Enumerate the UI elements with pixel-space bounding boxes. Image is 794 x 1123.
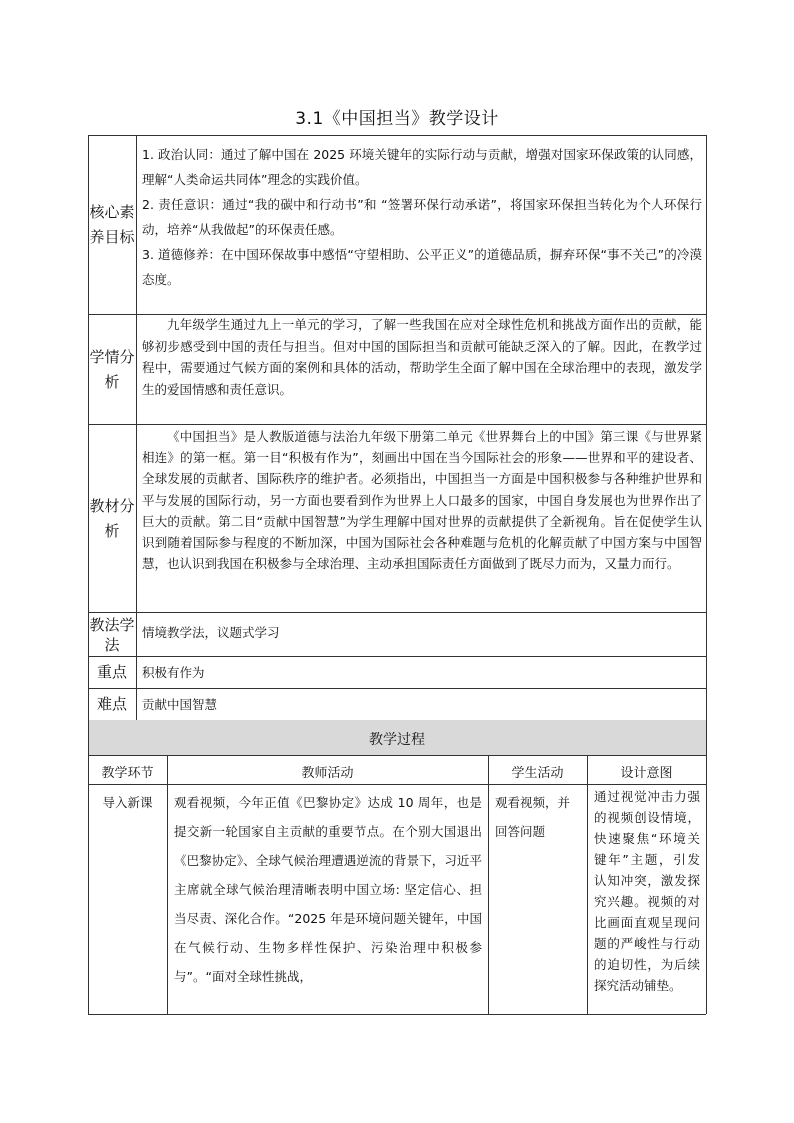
column-header-intent: 设计意图 [620,766,673,781]
core-goal-item: 2. 责任意识：通过“我的碳中和行动书”和 “签署环保行动承诺”，将国家环保担当转化为个人环保行动，培养“从我做起”的环保责任感。 [142,197,702,237]
difficulty-text: 贡献中国智慧 [142,697,218,712]
stage-cell: 导入新课 [102,795,153,810]
page-title: 3.1《中国担当》教学设计 [295,109,499,129]
methods-label: 教法学法 [89,615,135,654]
learner-analysis-label: 学情分析 [89,347,135,391]
key-point-text: 积极有作为 [142,665,205,680]
core-goals-label: 核心素养目标 [89,203,135,246]
key-point-label: 重点 [96,663,127,681]
core-goal-item: 1. 政治认同：通过了解中国在 2025 环境关键年的实际行动与贡献，增强对国家环保政策的认同感，理解“人类命运共同体”理念的实践价值。 [142,147,702,187]
column-header-student: 学生活动 [511,766,564,781]
textbook-analysis-label: 教材分析 [89,496,135,540]
learner-analysis-text: 九年级学生通过九上一单元的学习，了解一些我国在应对全球性危机和挑战方面作出的贡献，能够初步感受到中国的责任与担当。但对中国的国际担当和贡献可能缺乏深入的了解。因此，在教学过程中，需要通过气候方面的案例和具体的活动，帮助学生全面了解中国在全球治理中的表现，激发学生的爱国情感和责任意识。 [142,317,702,397]
student-activity-cell: 观看视频，并回答问题 [495,795,571,839]
difficulty-label: 难点 [96,695,127,713]
column-header-stage: 教学环节 [101,766,154,781]
textbook-analysis-text: 《中国担当》是人教版道德与法治九年级下册第二单元《世界舞台上的中国》第三课《与世界紧相连》的第一框。第一目“积极有作为”，刻画出中国在当今国际社会的形象——世界和平的建设者、全球发展的贡献者、国际秩序的维护者。必须指出，中国担当一方面是中国积极参与各种维护世界和平与发展的国际行动，另一方面也要看到作为世界上人口最多的国家，中国自身发展也为世界作出了巨大的贡献。第二目“贡献中国智慧”为学生理解中国对世界的贡献提供了全新视角。旨在促使学生认识到随着国际参与程度的不断加深，中国为国际社会各种难题与危机的化解贡献了中国方案与中国智慧，也认识到我国在积极参与全球治理、主动承担国际责任方面做到了既尽力而为，又量力而行。 [142,429,702,572]
column-header-teacher: 教师活动 [301,766,354,781]
core-goals-content [142,142,702,292]
design-intent-cell: 通过视觉冲击力强的视频创设情境，快速聚焦“环境关键年”主题，引发认知冲突，激发探究兴趣。视频的对比画面直观呈现问题的严峻性与行动的迫切性，为后续探究活动铺垫。 [594,789,700,993]
methods-text: 情境教学法，议题式学习 [142,625,280,640]
core-goal-item: 3. 道德修养：在中国环保故事中感悟“守望相助、公平正义”的道德品质，摒弃环保“事不关己”的冷漠态度。 [142,247,702,287]
teacher-activity-cell: 观看视频，今年正值《巴黎协定》达成 10 周年，也是提交新一轮国家自主贡献的重要节点。在个别大国退出《巴黎协定》、全球气候治理遭遇逆流的背景下，习近平主席就全球气候治理清晰表明中国立场: 坚定信心、担当尽责、深化合作。“2025 年是环境问题关键年，中国在气候行动、生物多样性保护、污染治理中积极参与”。“面对全球性挑战， [174,795,482,984]
process-heading: 教学过程 [369,732,425,748]
